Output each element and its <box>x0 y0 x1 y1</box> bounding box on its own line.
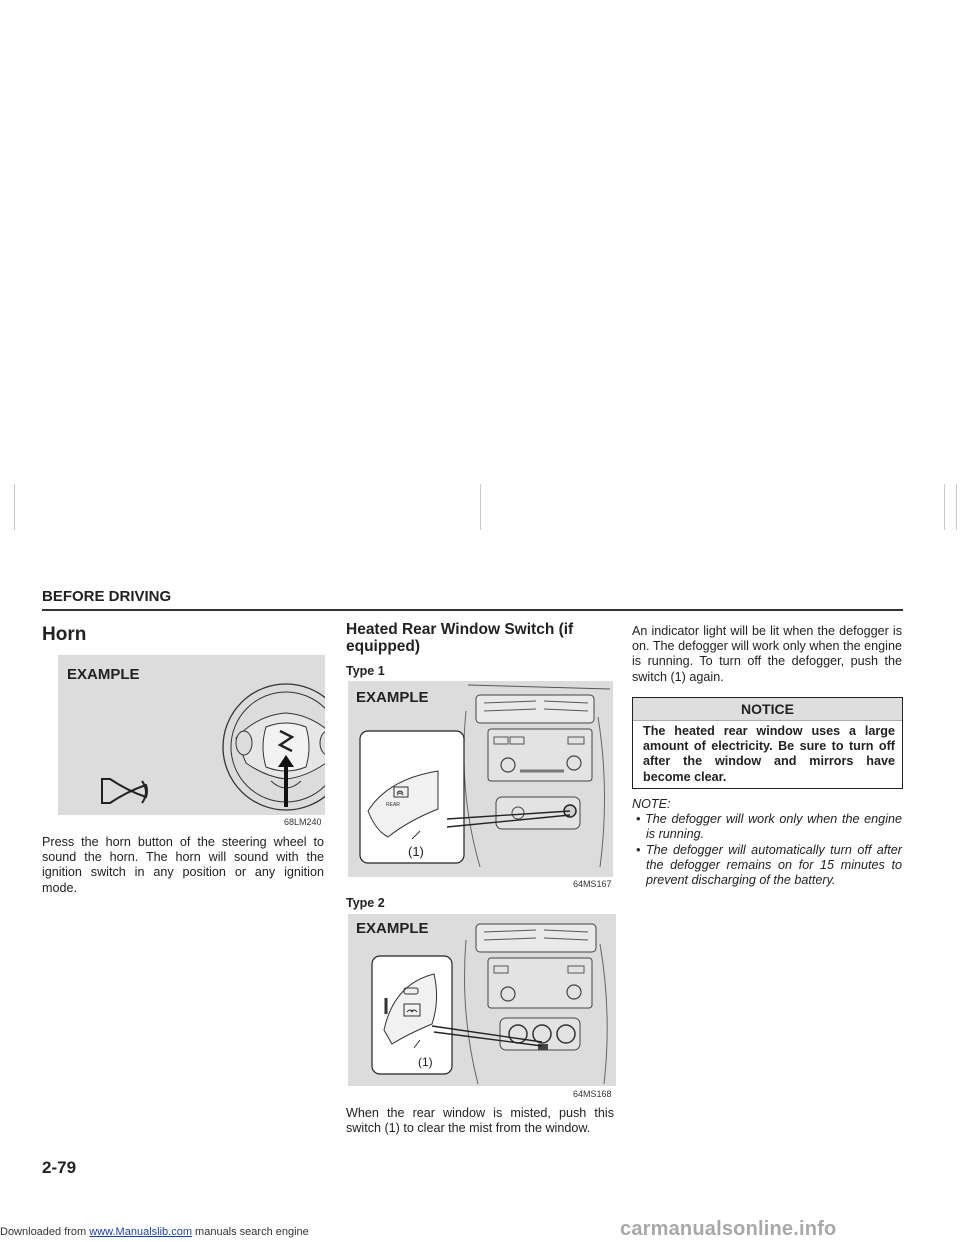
watermark: carmanualsonline.info <box>620 1218 837 1240</box>
steering-wheel-illustration <box>58 655 325 815</box>
note-block <box>632 797 902 888</box>
horn-figure <box>58 655 325 815</box>
notice-title: NOTICE <box>633 698 902 721</box>
crop-mark <box>14 484 15 530</box>
section-header: BEFORE DRIVING <box>42 588 172 605</box>
type1-figure <box>348 681 613 877</box>
horn-title: Horn <box>42 624 87 645</box>
dashboard-illustration <box>348 681 613 877</box>
type2-figure <box>348 914 616 1086</box>
notice-box <box>632 697 903 789</box>
example-label: EXAMPLE <box>67 666 140 683</box>
figure-code: 68LM240 <box>284 817 322 827</box>
example-label: EXAMPLE <box>356 689 429 706</box>
note-list <box>632 812 902 888</box>
crop-mark <box>944 484 945 530</box>
manualslib-link[interactable]: www.Manualslib.com <box>89 1226 192 1238</box>
callout-label: (1) <box>418 1055 433 1069</box>
page-number: 2-79 <box>42 1158 77 1177</box>
note-item: • The defogger will work only when the engine is running. <box>636 812 902 842</box>
callout-label: (1) <box>408 844 424 859</box>
type2-label: Type 2 <box>346 896 385 910</box>
switch-label: REAR <box>386 802 400 808</box>
horn-body: Press the horn button of the steering wheel to sound the horn. The horn will sound with the ignition switch in any position or any ignition mode. <box>42 835 324 895</box>
crop-mark <box>480 484 481 530</box>
footer-prefix: Downloaded from <box>0 1226 87 1238</box>
footer-suffix: manuals search engine <box>195 1226 309 1238</box>
note-item: • The defogger will automatically turn off after the defogger remains on for 15 minutes to prevent discharging of the battery. <box>636 842 902 888</box>
figure-code: 64MS168 <box>573 1089 612 1099</box>
heated-title: Heated Rear Window Switch (if equipped) <box>346 621 574 655</box>
notice-body: The heated rear window uses a large amount of electricity. Be sure to turn off after the window and mirrors have become clear. <box>643 724 895 784</box>
crop-mark <box>956 484 957 530</box>
example-label: EXAMPLE <box>356 920 429 937</box>
note-label: NOTE: <box>632 797 671 811</box>
header-rule <box>42 609 903 611</box>
download-footer <box>0 1226 309 1238</box>
figure-code: 64MS167 <box>573 879 612 889</box>
dashboard-illustration <box>348 914 616 1086</box>
heated-body: When the rear window is misted, push this switch (1) to clear the mist from the window. <box>346 1106 614 1136</box>
defogger-intro: An indicator light will be lit when the defogger is on. The defogger will work only when the engine is running. To turn off the defogger, push the switch (1) again. <box>632 624 902 684</box>
type1-label: Type 1 <box>346 664 385 678</box>
